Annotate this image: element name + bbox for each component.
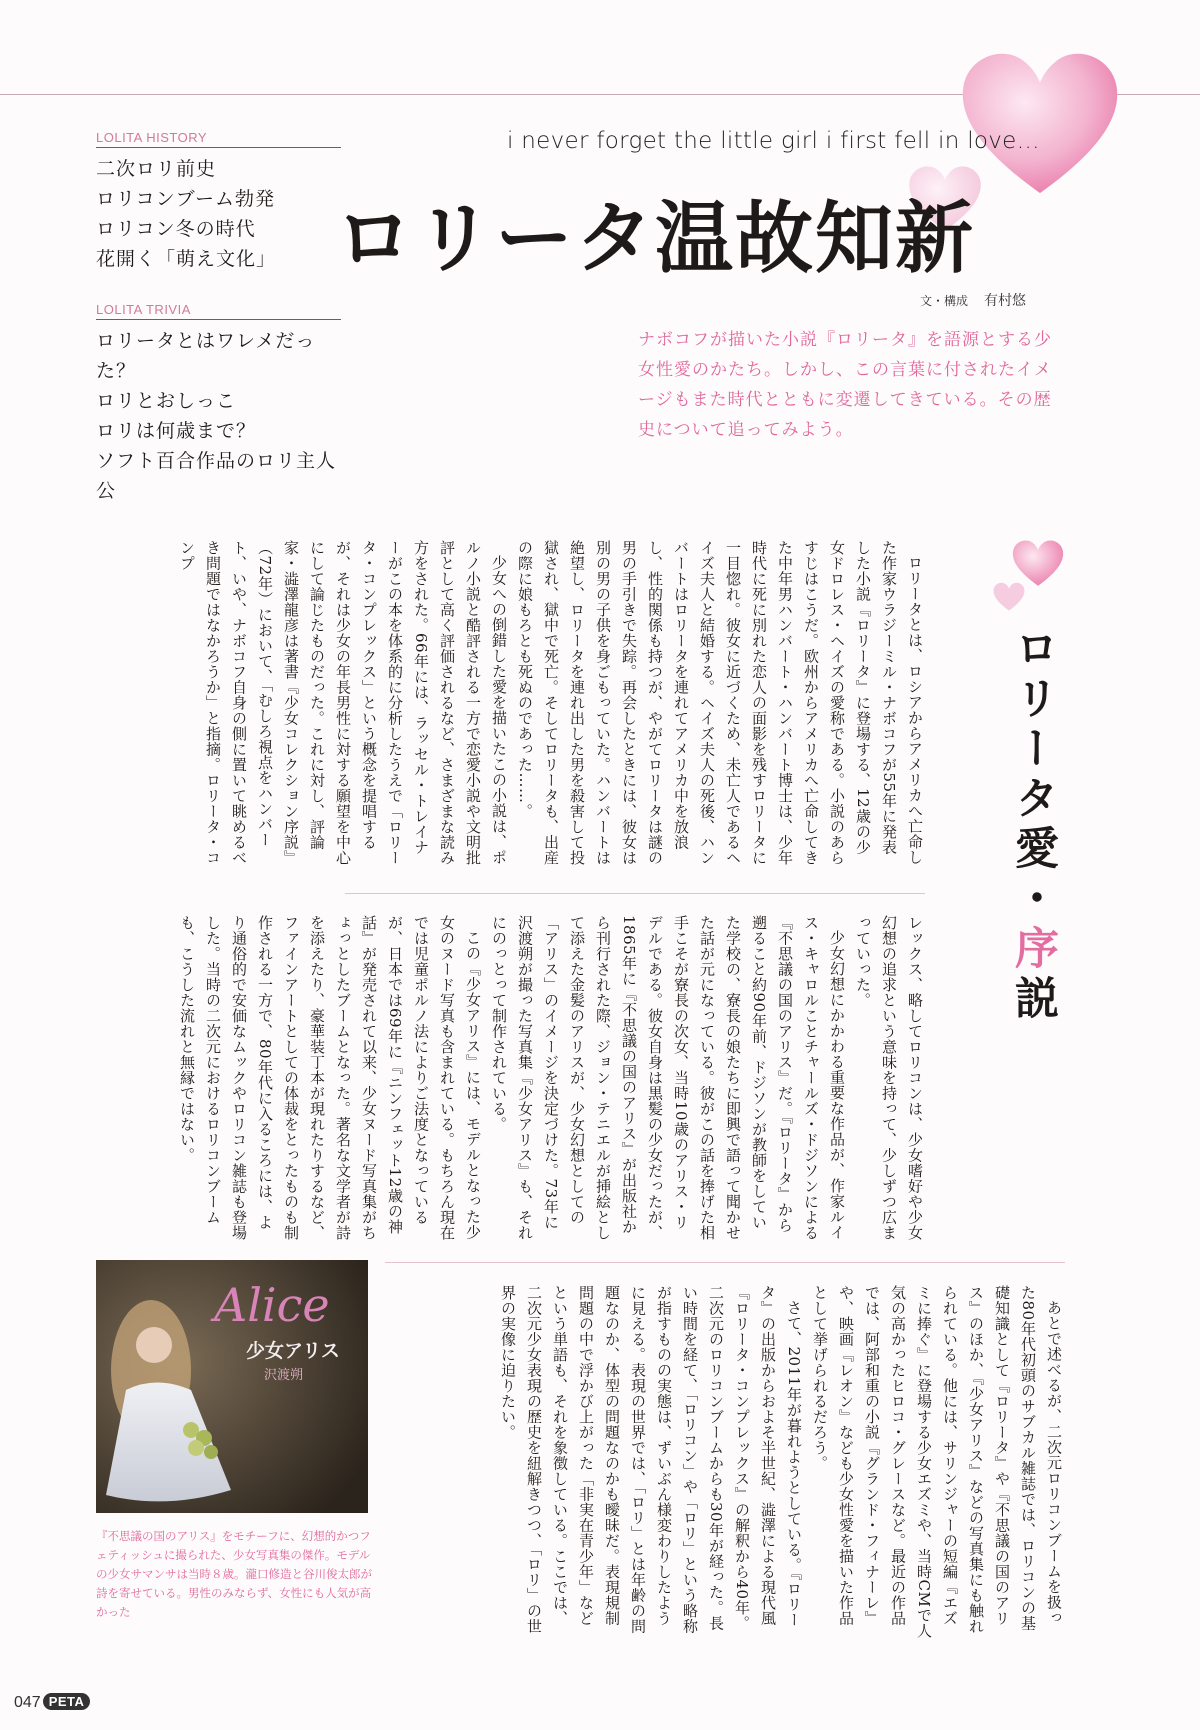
article-block-1 xyxy=(98,540,928,870)
trivia-item[interactable]: ロリとおしっこ xyxy=(96,390,237,412)
lead-paragraph: ナボコフが描いた小説『ロリータ』を語源とする少女性愛のかたち。しかし、この言葉に付されたイメージもまた時代とともに変遷してきている。その歴史について追ってみよう。 xyxy=(638,330,1052,440)
history-item[interactable]: ロリコン冬の時代 xyxy=(96,218,256,240)
trivia-item[interactable]: ロリータとはワレメだった？ xyxy=(96,330,316,382)
alice-logo: Alice xyxy=(214,1278,330,1332)
photo-book-title: 少女アリス xyxy=(246,1340,340,1362)
page-footer xyxy=(14,1693,90,1712)
history-rule xyxy=(96,147,341,148)
paragraph: 少女への倒錯した愛を描いたこの小説は、ポルノ小説と酷評される一方で恋愛小説や文明批評として高く評価されるなど、さまざまな読み方をされた。66年には、ラッセル・トレイナーがこの本を体系的に分析したうえで「ロリータ・コンプレックス」という概念を提唱するが、それは少女の年長男性に対する願望を中心にして論じたものだった。これに対し、評論家・澁澤龍彦は著書『少女コレクション序説』（72年）において、「むしろ視点をハンバート、いや、ナボコフ自身の側に置いて眺めるべき問題ではなかろうか」と指摘。ロリータ・コンプ xyxy=(178,540,508,866)
article-block-3 xyxy=(392,1285,1067,1640)
author-credit xyxy=(920,290,1026,310)
article-block-2 xyxy=(98,915,928,1245)
page-number: 047 xyxy=(14,1694,41,1711)
row-divider-1 xyxy=(345,893,925,894)
paragraph: あとで述べるが、二次元ロリコンブームを扱った80年代初頭のサブカル雑誌では、ロリコンの基礎知識として『ロリータ』や『不思議の国のアリス』のほか、『少女アリス』などの写真集にも触れられている。他には、サリンジャーの短編『エズミに捧ぐ』に登場する少女エズミや、当時CMで人気の高かったヒロコ・グレースなど。最近の作品では、阿部和重の小説『グランド・フィナーレ』や、映画『レオン』なども少女性愛を描いた作品として挙げられるだろう。 xyxy=(811,1285,1063,1639)
trivia-item[interactable]: ロリは何歳まで？ xyxy=(96,420,257,442)
trivia-item[interactable]: ソフト百合作品のロリ主人公 xyxy=(96,450,337,502)
paragraph: ロリータとは、ロシアからアメリカへ亡命した作家ウラジーミル・ナボコフが55年に発表した小説『ロリータ』に登場する、12歳の少女ドロレス・ヘイズの愛称である。小説のあらすじはこうだ。欧州からアメリカへ亡命してきた中年男ハンバート・ハンバート博士は、少年時代に死に別れた恋人の面影を残すロリータに一目惚れ。彼女に近づくため、未亡人であるヘイズ夫人と結婚する。ヘイズ夫人の死後、ハンバートはロリータを連れてアメリカ中を放浪し、性的関係も持つが、やがてロリータは謎の男の手引きで失踪。再会したときには、彼女は別の男の子供を身ごもっていた。ハンバートは絶望し、ロリータを連れ出した男を殺害して投獄され、獄中で死亡。そしてロリータも、出産の際に娘もろとも死ぬのであった……。 xyxy=(516,540,924,866)
paragraph: さて、2011年が暮れようとしている。『ロリータ』の出版からおよそ半世紀、澁澤による現代風『ロリータ・コンプレックス』の解釈から40年。二次元のロリコンブームからも30年が経った。長い時間を経て、「ロリコン」や「ロリ」という略称が指すものの実態は、ずいぶん様変わりしたように見える。表現の世界では、「ロリ」とは年齢の問題なのか、体型の問題なのかも曖昧だ。表現規制問題の中で浮かび上がった「非実在青少年」などという単語も、それを象徴している。ここでは、二次元少女表現の歴史を紐解きつつ、「ロリ」の世界の実像に迫りたい。 xyxy=(499,1285,803,1634)
credit-name: 有村悠 xyxy=(984,293,1027,309)
photo-author: 沢渡朔 xyxy=(264,1368,304,1383)
trivia-list xyxy=(96,326,341,506)
photobook-cover-image xyxy=(96,1260,368,1513)
section-title xyxy=(1000,625,1064,1085)
page-title: ロリータ温故知新 xyxy=(335,194,976,284)
photo-caption: 『不思議の国のアリス』をモチーフに、幻想的かつフェティッシュに撮られた、少女写真集の傑作。モデルの少女サマンサは当時８歳。瀧口修造と谷川俊太郎が詩を寄せている。男性のみならず、女性にも人気が高かった xyxy=(96,1529,372,1619)
section-title-accent: 序 xyxy=(1007,925,1058,975)
credit-label: 文・構成 xyxy=(920,294,969,308)
history-item[interactable]: ロリコンブーム勃発 xyxy=(96,188,276,210)
lolita-trivia-heading: LOLITA TRIVIA xyxy=(96,302,191,317)
row-divider-2 xyxy=(385,1262,1065,1263)
subtitle: i never forget the little girl i first fell in love… xyxy=(507,128,1040,154)
section-title-end: 説 xyxy=(1007,975,1058,1025)
heart-tiny-icon xyxy=(992,580,1026,612)
paragraph: 少女幻想にかかわる重要な作品が、作家ルイス・キャロルことチャールズ・ドジソンによる『不思議の国のアリス』だ。『ロリータ』から遡ること約90年前、ドジソンが教師をしていた学校の、寮長の娘たちに即興で語って聞かせた話が元になっている。彼がこの話を捧げた相手こそが寮長の次女、当時10歳のアリス・リデルである。彼女自身は黒髪の少女だったが、1865年に『不思議の国のアリス』が出版社から刊行された際、ジョン・テニエルが挿絵として添えた金髪のアリスが、少女幻想としての「アリス」のイメージを決定づけた。73年に沢渡朔が撮った写真集『少女アリス』も、それにのっとって制作されている。 xyxy=(490,915,846,1241)
trivia-rule xyxy=(96,319,341,320)
history-item[interactable]: 二次ロリ前史 xyxy=(96,158,217,180)
history-item[interactable]: 花開く「萌え文化」 xyxy=(96,248,277,270)
history-list xyxy=(96,154,341,274)
paragraph: この『少女アリス』には、モデルとなった少女のヌード写真も含まれている。もちろん現在では児童ポルノ法によりご法度となっているが、日本では69年に『ニンフェット12歳の神話』が発売されて以来、少女ヌード写真集がちょっとしたブームとなった。著名な文学者が詩を添えたり、豪華装丁本が現れたりするなど、ファインアートとしての体裁をとったものも制作される一方で、80年代に入るころには、より通俗的で安価なムックやロリコン雑誌も登場した。当時の二次元におけるロリコンブームも、こうした流れと無縁ではない。 xyxy=(178,915,482,1241)
magazine-logo: PETA xyxy=(43,1693,91,1710)
section-title-main: ロリータ愛・ xyxy=(1007,625,1058,925)
lolita-history-heading: LOLITA HISTORY xyxy=(96,130,208,145)
paragraph: レックス、略してロリコンは、少女嗜好や少女幻想の追求という意味を持って、少しずつ広まっていった。 xyxy=(854,915,924,1241)
lolita-trivia-box xyxy=(96,302,341,506)
lolita-history-box xyxy=(96,130,341,274)
